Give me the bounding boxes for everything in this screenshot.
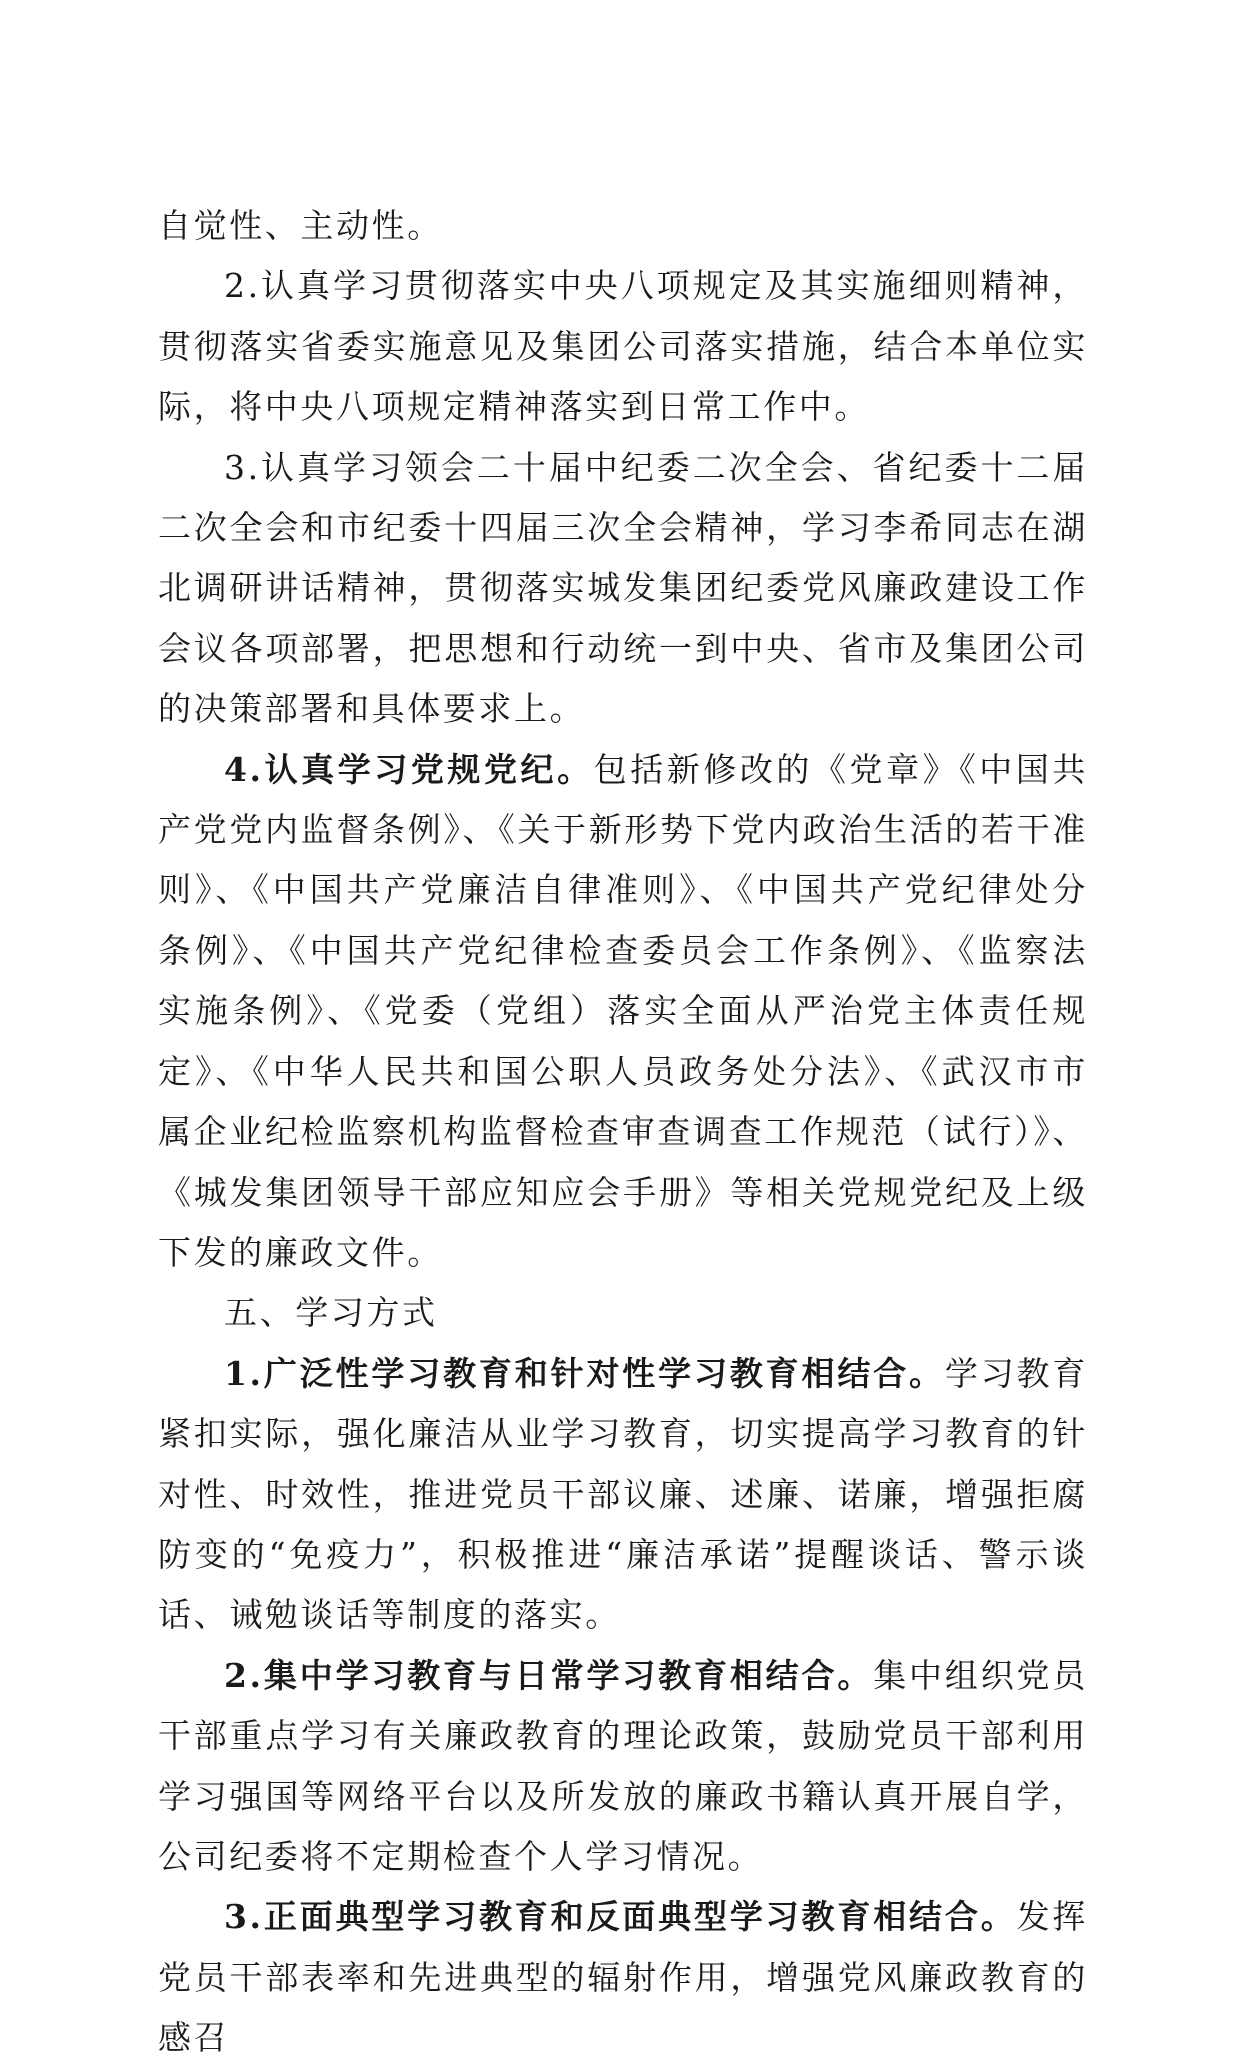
section-heading: 五、学习方式 (224, 1293, 438, 1333)
paragraph-text: 2.认真学习贯彻落实中央八项规定及其实施细则精神，贯彻落实省委实施意见及集团公司落实措施，结合本单位实际，将中央八项规定精神落实到日常工作中。 (158, 266, 1088, 427)
paragraph-lead: 2.集中学习教育与日常学习教育相结合。 (224, 1655, 874, 1695)
paragraph-text: 发挥党员干部表率和先进典型的辐射作用，增强党风廉政教育的感召 (158, 1897, 1089, 2058)
method-item-2 (158, 1646, 1088, 1888)
paragraph-text: 包括新修改的《党章》《中国共产党党内监督条例》、《关于新形势下党内政治生活的若干准则》、《中国共产党廉洁自律准则》、《中国共产党纪律处分条例》、《中国共产党纪律检查委员会工作条例》、《监察法实施条例》、《党委（党组）落实全面从严治党主体责任规定》、《中华人民共和国公职人员政务处分法》、《武汉市市属企业纪检监察机构监督检查审查调查工作规范（试行）》、《城发集团领导干部应知应会手册》等相关党规党纪及上级下发的廉政文件。 (158, 749, 1088, 1272)
method-item-3 (158, 1887, 1088, 2068)
paragraph-item-2 (158, 256, 1088, 437)
paragraph-text: 学习教育紧扣实际，强化廉洁从业学习教育，切实提高学习教育的针对性、时效性，推进党员干部议廉、述廉、诺廉，增强拒腐防变的“免疫力”，积极推进“廉洁承诺”提醒谈话、警示谈话、诫勉谈话等制度的落实。 (158, 1353, 1088, 1635)
paragraph-text: 自觉性、主动性。 (158, 206, 443, 245)
paragraph-item-3 (158, 438, 1088, 740)
paragraph-text: 集中组织党员干部重点学习有关廉政教育的理论政策，鼓励党员干部利用学习强国等网络平台以及所发放的廉政书籍认真开展自学，公司纪委将不定期检查个人学习情况。 (158, 1655, 1088, 1876)
paragraph-lead: 4.认真学习党规党纪。 (224, 749, 594, 789)
paragraph-item-4 (158, 740, 1088, 1284)
paragraph-lead: 3.正面典型学习教育和反面典型学习教育相结合。 (224, 1897, 1017, 1937)
document-body (158, 196, 1088, 2069)
paragraph-text: 3.认真学习领会二十届中纪委二次全会、省纪委十二届二次全会和市纪委十四届三次全会精神，学习李希同志在湖北调研讲话精神，贯彻落实城发集团纪委党风廉政建设工作会议各项部署，把思想和行动统一到中央、省市及集团公司的决策部署和具体要求上。 (158, 447, 1088, 729)
paragraph-lead: 1.广泛性学习教育和针对性学习教育相结合。 (224, 1353, 945, 1393)
paragraph-continuation (158, 196, 1088, 256)
method-item-1 (158, 1344, 1088, 1646)
